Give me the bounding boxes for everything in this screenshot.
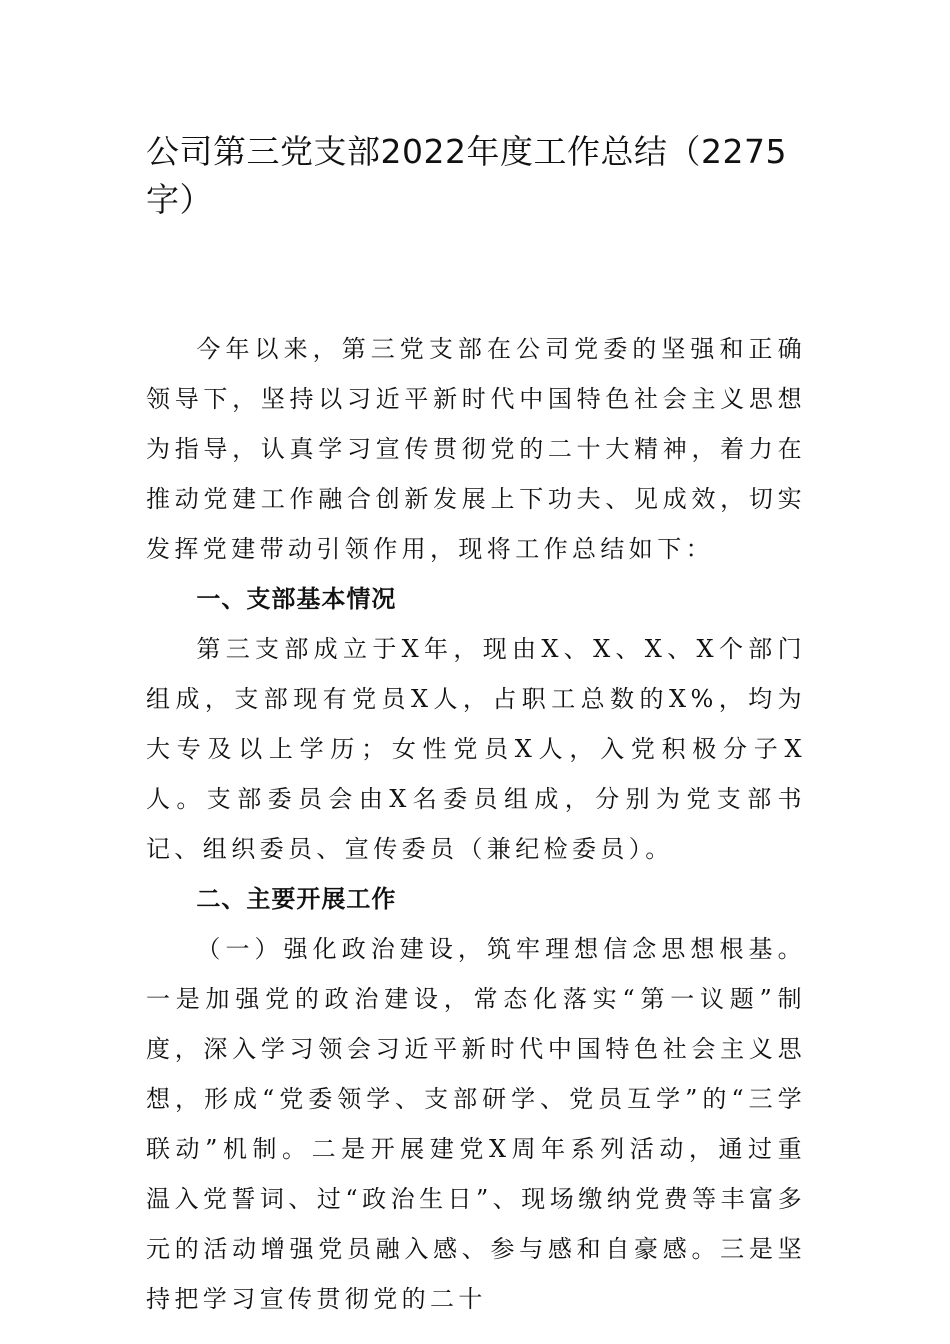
section-heading-basic-info: 一、支部基本情况 (196, 585, 397, 613)
basic-info-paragraph: 第三支部成立于X年，现由X、X、X、X个部门组成，支部现有党员X人，占职工总数的X%，均为大专及以上学历；女性党员X人，入党积极分子X人。支部委员会由X名委员组成，分别为党支部书记、组织委员、宣传委员（兼纪检委员）。 (146, 635, 806, 863)
document-page (146, 128, 806, 1324)
intro-paragraph: 今年以来，第三党支部在公司党委的坚强和正确领导下，坚持以习近平新时代中国特色社会主义思想为指导，认真学习宣传贯彻党的二十大精神，着力在推动党建工作融合创新发展上下功夫、见成效，切实发挥党建带动引领作用，现将工作总结如下： (146, 335, 806, 563)
section-heading-main-work: 二、主要开展工作 (196, 885, 397, 913)
document-title: 公司第三党支部2022年度工作总结（2275字） (146, 132, 787, 219)
political-building-paragraph: （一）强化政治建设，筑牢理想信念思想根基。一是加强党的政治建设，常态化落实“第一议题”制度，深入学习领会习近平新时代中国特色社会主义思想，形成“党委领学、支部研学、党员互学”的“三学联动”机制。二是开展建党X周年系列活动，通过重温入党誓词、过“政治生日”、现场缴纳党费等丰富多元的活动增强党员融入感、参与感和自豪感。三是坚持把学习宣传贯彻党的二十 (146, 935, 806, 1313)
document-body (146, 324, 806, 1324)
